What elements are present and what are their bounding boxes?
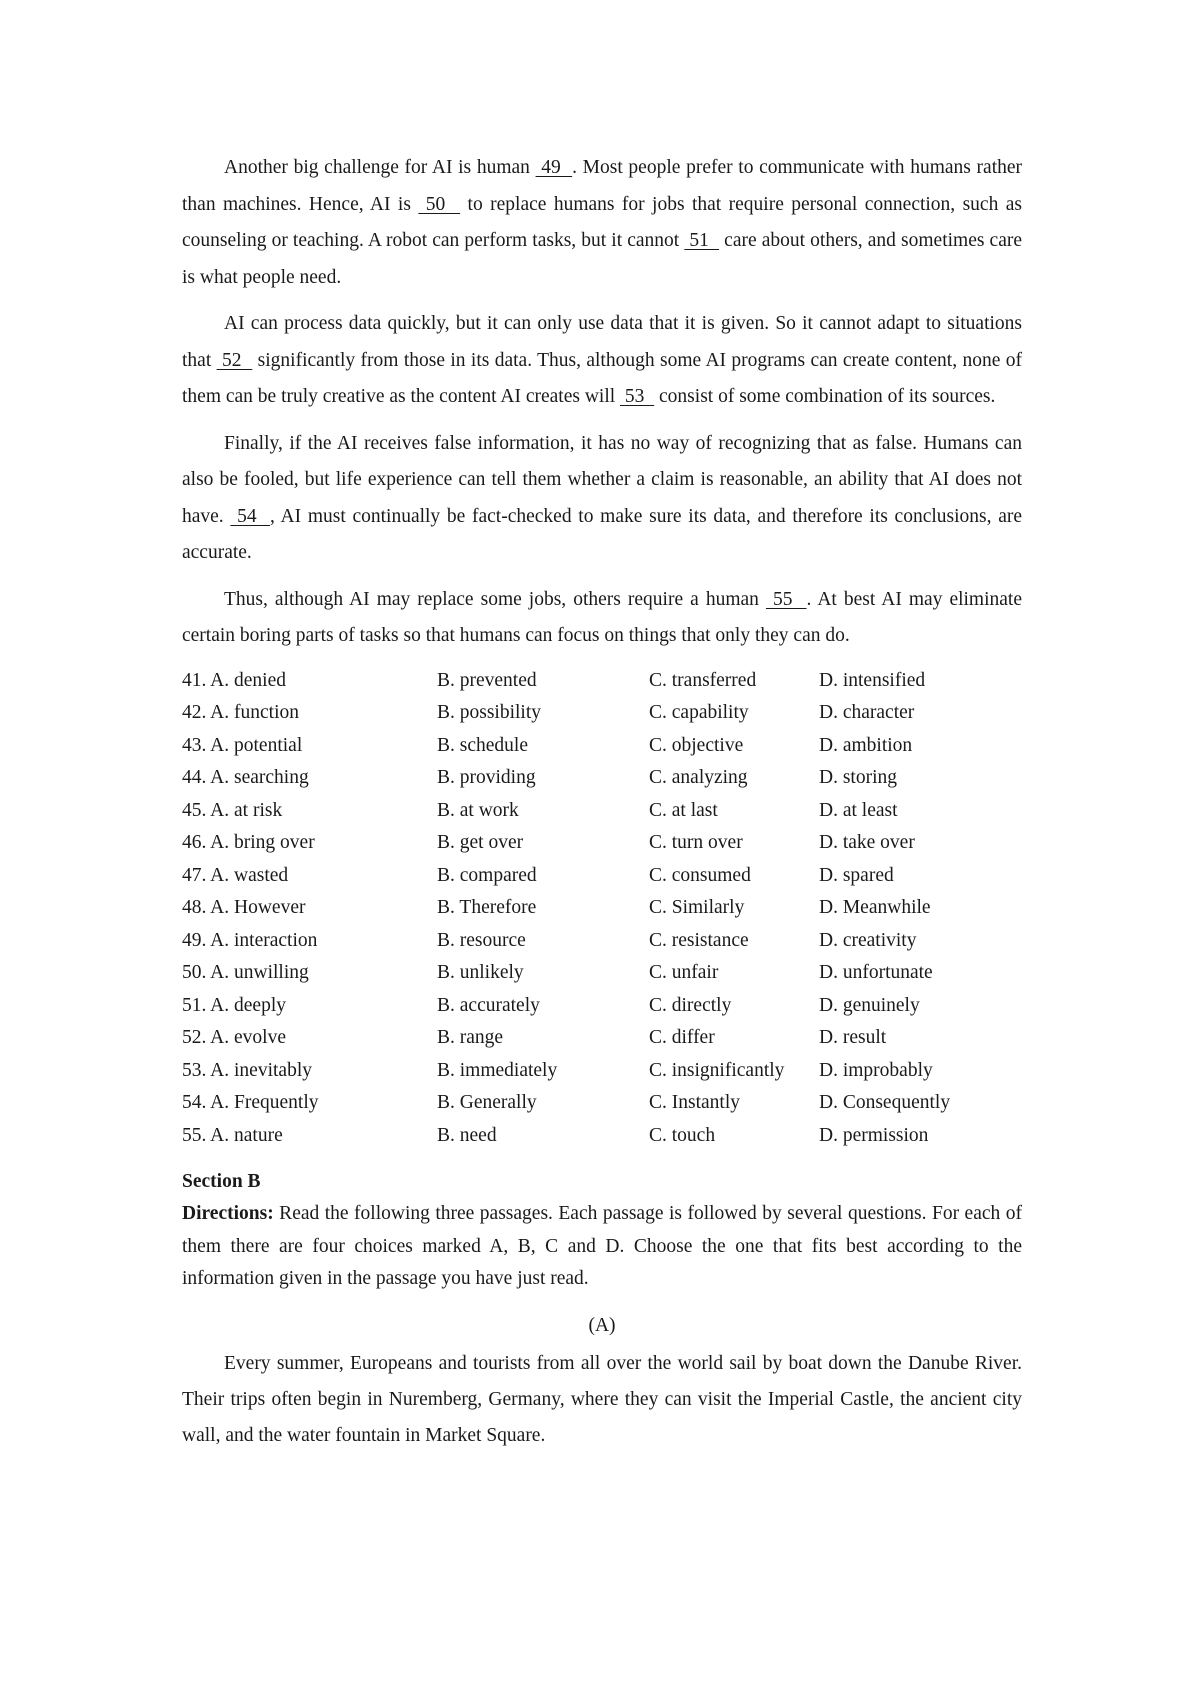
blank-number: 50 <box>418 193 461 215</box>
option-row <box>182 860 1022 893</box>
option-b: B. possibility <box>437 702 542 723</box>
option-c: C. resistance <box>649 929 749 951</box>
answer-options <box>182 665 1022 1153</box>
blank-number: 53 <box>620 386 655 407</box>
option-b: B. need <box>437 1124 497 1146</box>
paragraph-text: significantly from those in its data. Thus, although some AI programs can create content, none of them can be truly creative as the content AI creates will <box>182 349 1022 407</box>
option-b: B. at work <box>437 799 519 821</box>
option-row <box>182 730 1022 763</box>
option-d: D. genuinely <box>819 994 920 1016</box>
option-d: D. at least <box>819 799 898 821</box>
paragraph-text: . At best AI may eliminate certain boring parts of tasks so that humans can focus on things that only they can do. <box>182 588 1022 646</box>
option-c: C. objective <box>649 734 744 756</box>
passage-paragraph <box>182 306 1022 416</box>
option-c: C. turn over <box>649 832 743 853</box>
option-row <box>182 1055 1022 1088</box>
option-c: C. touch <box>649 1124 716 1146</box>
option-b: B. get over <box>437 832 524 853</box>
option-c: C. at last <box>649 799 718 821</box>
option-a: 52. A. evolve <box>182 1027 286 1048</box>
option-a: 44. A. searching <box>182 767 309 788</box>
option-d: D. result <box>819 1027 887 1048</box>
option-d: D. Consequently <box>819 1092 951 1113</box>
option-a: 55. A. nature <box>182 1124 283 1146</box>
option-a: 49. A. interaction <box>182 929 318 951</box>
paragraph-text: to replace humans for jobs that require personal connection, such as counseling or teaching. A robot can perform tasks, but it cannot <box>182 193 1023 251</box>
option-c: C. directly <box>649 994 732 1016</box>
blank-number: 52 <box>216 349 253 371</box>
option-d: D. storing <box>819 767 897 788</box>
paragraph-text: , AI must continually be fact-checked to make sure its data, and therefore its conclusions, are accurate. <box>182 505 1023 563</box>
option-d: D. Meanwhile <box>819 897 931 918</box>
option-b: B. unlikely <box>437 962 524 983</box>
option-row <box>182 697 1022 730</box>
passage-paragraph <box>182 150 1022 296</box>
passage-a-paragraph: Every summer, Europeans and tourists from all over the world sail by boat down the Danube River. Their trips often begin in Nuremberg, Germany, where they can visit the Imperial Castle, the ancient city wall, and the water fountain in Market Square. <box>182 1352 1022 1446</box>
passage-label: (A) <box>588 1314 616 1336</box>
option-d: D. take over <box>819 832 915 853</box>
option-b: B. accurately <box>437 994 540 1016</box>
option-a: 47. A. wasted <box>182 864 289 886</box>
blank-number: 49 <box>535 157 573 178</box>
blank-number: 51 <box>684 230 720 251</box>
option-row <box>182 990 1022 1023</box>
directions-label: Directions: <box>182 1203 274 1224</box>
option-b: B. providing <box>437 767 536 788</box>
option-b: B. prevented <box>437 669 537 691</box>
option-c: C. insignificantly <box>649 1059 785 1081</box>
option-d: D. character <box>819 702 915 723</box>
option-d: D. spared <box>819 864 894 886</box>
paragraph-text: Finally, if the AI receives false information, it has no way of recognizing that as false. Humans can also be fooled, but life experience can tell them whether a claim is reasonable, an ability that AI does not have. <box>182 432 1022 527</box>
option-b: B. range <box>437 1027 504 1048</box>
option-row <box>182 665 1022 698</box>
option-c: C. Instantly <box>649 1092 740 1113</box>
option-row <box>182 795 1022 828</box>
directions <box>182 1198 1022 1296</box>
option-d: D. intensified <box>819 669 926 691</box>
paragraph-text: AI can process data quickly, but it can only use data that it is given. So it cannot adapt to situations that <box>182 313 1022 371</box>
paragraph-text: Another big challenge for AI is human <box>224 157 536 178</box>
option-c: C. differ <box>649 1027 715 1048</box>
option-b: B. compared <box>437 864 537 886</box>
option-a: 41. A. denied <box>182 669 286 691</box>
option-d: D. improbably <box>819 1059 933 1081</box>
option-b: B. schedule <box>437 734 528 756</box>
option-c: C. consumed <box>649 864 751 886</box>
option-d: D. unfortunate <box>819 962 933 983</box>
option-c: C. analyzing <box>649 767 748 788</box>
option-a: 42. A. function <box>182 702 299 723</box>
paragraph-text: . Most people prefer to communicate with humans rather than machines. Hence, AI is <box>182 157 1023 215</box>
blank-number: 54 <box>230 505 271 527</box>
option-b: B. Therefore <box>437 897 537 918</box>
cloze-passage <box>182 150 1022 655</box>
option-row <box>182 1022 1022 1055</box>
option-b: B. resource <box>437 929 526 951</box>
option-a: 53. A. inevitably <box>182 1059 312 1081</box>
option-b: B. immediately <box>437 1059 558 1081</box>
paragraph-text: consist of some combination of its sources. <box>654 386 996 407</box>
option-row <box>182 957 1022 990</box>
option-row <box>182 925 1022 958</box>
option-a: 45. A. at risk <box>182 799 283 821</box>
exam-page <box>182 150 1022 1454</box>
option-a: 48. A. However <box>182 897 306 918</box>
option-c: C. Similarly <box>649 897 745 918</box>
option-d: D. creativity <box>819 929 917 951</box>
option-a: 51. A. deeply <box>182 994 286 1016</box>
option-c: C. transferred <box>649 669 757 691</box>
option-b: B. Generally <box>437 1092 537 1113</box>
option-row <box>182 762 1022 795</box>
option-row <box>182 1120 1022 1153</box>
paragraph-text: Thus, although AI may replace some jobs, others require a human <box>224 588 766 610</box>
option-row <box>182 1087 1022 1120</box>
option-c: C. capability <box>649 702 749 723</box>
passage-paragraph <box>182 582 1022 655</box>
blank-number: 55 <box>765 588 807 610</box>
option-d: D. permission <box>819 1124 929 1146</box>
option-c: C. unfair <box>649 962 719 983</box>
option-a: 50. A. unwilling <box>182 962 309 983</box>
option-a: 46. A. bring over <box>182 832 315 853</box>
passage-paragraph <box>182 426 1022 572</box>
section-title: Section B <box>182 1171 261 1192</box>
option-a: 43. A. potential <box>182 734 303 756</box>
directions-text: Read the following three passages. Each passage is followed by several questions. For each of them there are four choices marked A, B, C and D. Choose the one that fits best according to the information given in the passage you have just read. <box>182 1203 1022 1289</box>
option-row <box>182 827 1022 860</box>
paragraph-text: care about others, and sometimes care is what people need. <box>182 230 1022 288</box>
option-a: 54. A. Frequently <box>182 1092 319 1113</box>
option-d: D. ambition <box>819 734 913 756</box>
option-row <box>182 892 1022 925</box>
